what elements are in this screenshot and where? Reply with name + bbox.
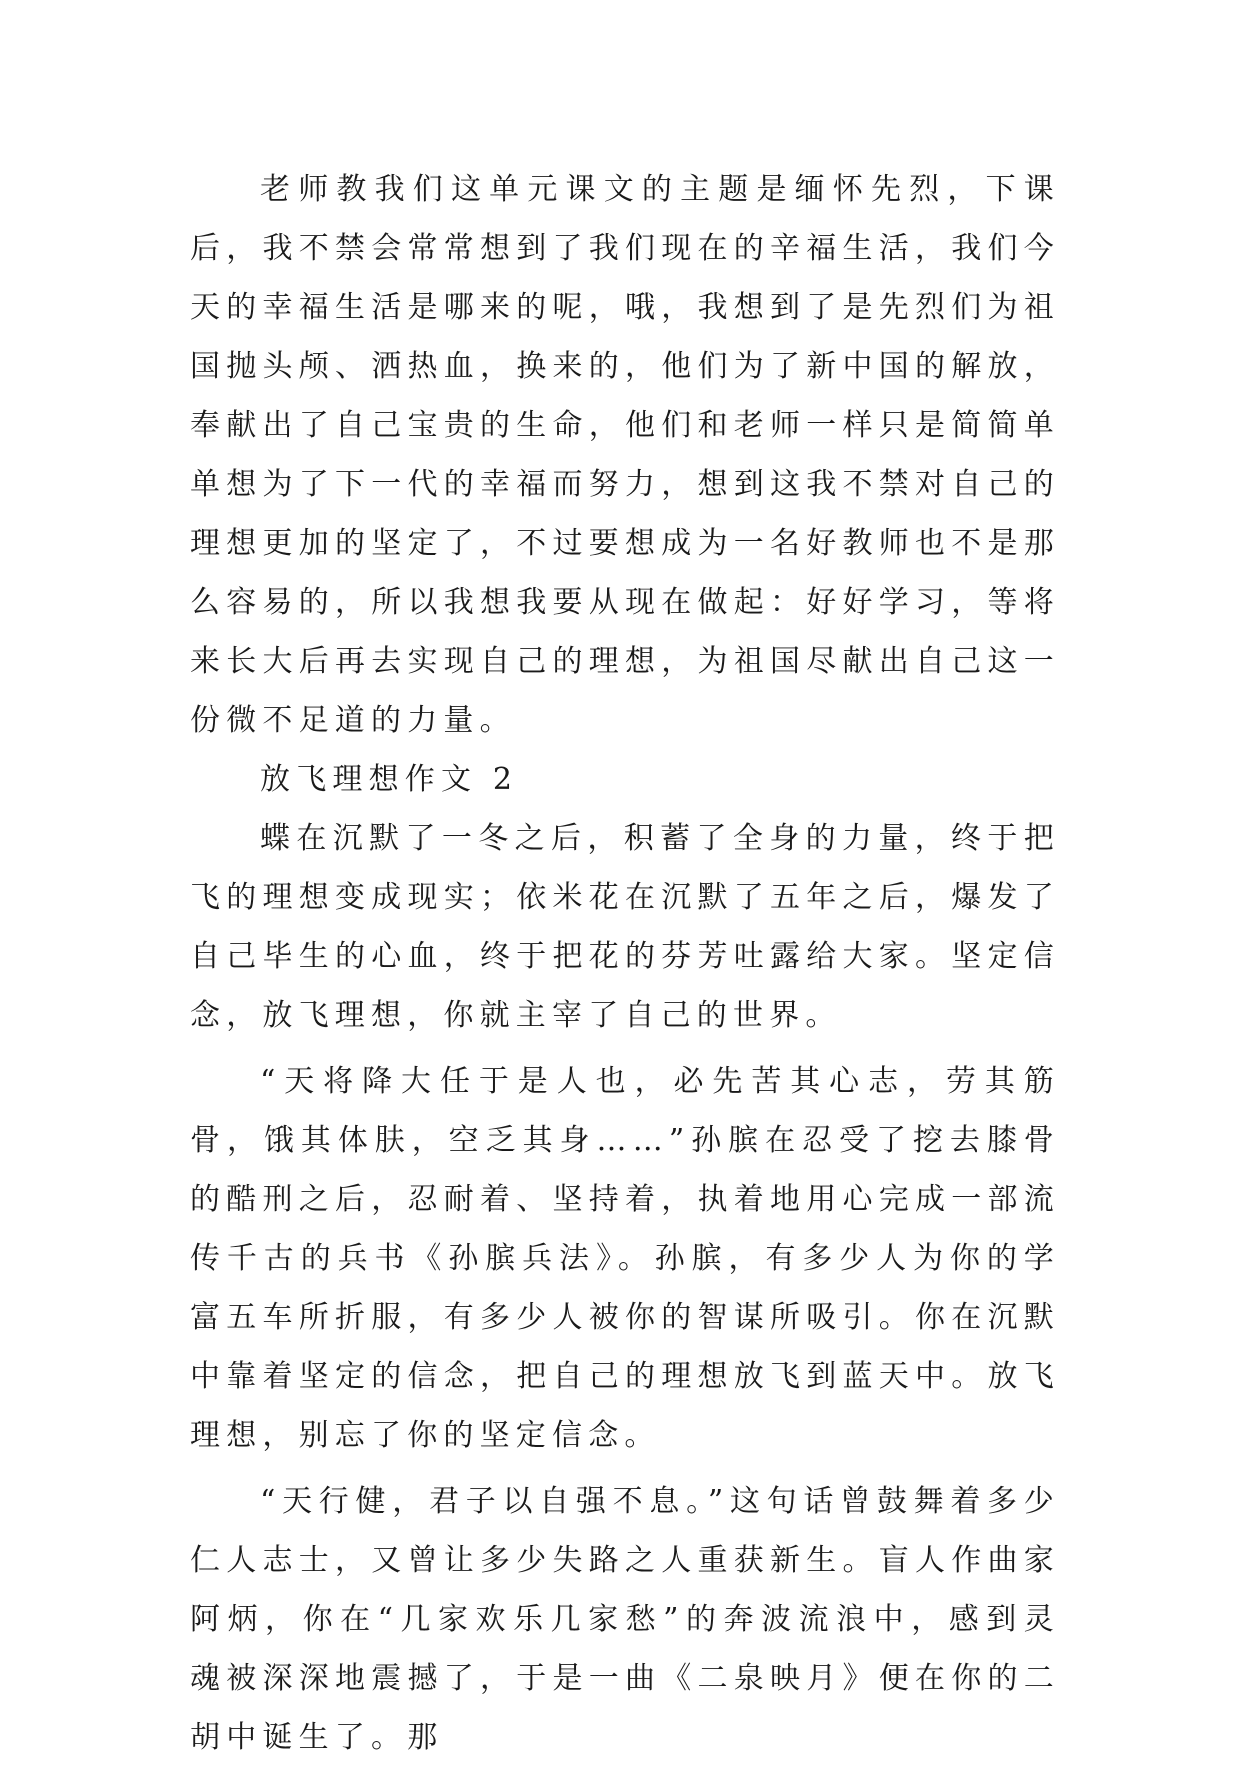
- paragraph-1: 老师教我们这单元课文的主题是缅怀先烈，下课后，我不禁会常常想到了我们现在的辛福生活，我们今天的幸福生活是哪来的呢，哦，我想到了是先烈们为祖国抛头颅、洒热血，换来的，他们为了新中国的解放，奉献出了自己宝贵的生命，他们和老师一样只是简简单单想为了下一代的幸福而努力，想到这我不禁对自己的理想更加的坚定了，不过要想成为一名好教师也不是那么容易的，所以我想我要从现在做起：好好学习，等将来长大后再去实现自己的理想，为祖国尽献出自己这一份微不足道的力量。: [190, 172, 1060, 738]
- paragraph-gap: [190, 1465, 1060, 1472]
- paragraph-gap: [190, 1045, 1060, 1052]
- paragraph-3: “天将降大任于是人也，必先苦其心志，劳其筋骨，饿其体肤，空乏其身……”孙膑在忍受了挖去膝骨的酷刑之后，忍耐着、坚持着，执着地用心完成一部流传千古的兵书《孙膑兵法》。孙膑，有多少人为你的学富五车所折服，有多少人被你的智谋所吸引。你在沉默中靠着坚定的信念，把自己的理想放飞到蓝天中。放飞理想，别忘了你的坚定信念。: [190, 1064, 1060, 1453]
- document-body: [190, 160, 1060, 1767]
- paragraph-2: 蝶在沉默了一冬之后，积蓄了全身的力量，终于把飞的理想变成现实；依米花在沉默了五年之后，爆发了自己毕生的心血，终于把花的芬芳吐露给大家。坚定信念，放飞理想，你就主宰了自己的世界。: [190, 821, 1060, 1033]
- paragraph-4: “天行健，君子以自强不息。”这句话曾鼓舞着多少仁人志士，又曾让多少失路之人重获新生。盲人作曲家阿炳，你在“几家欢乐几家愁”的奔波流浪中，感到灵魂被深深地震撼了，于是一曲《二泉映月》便在你的二胡中诞生了。那: [190, 1484, 1060, 1755]
- section-heading: 放飞理想作文 2: [260, 762, 519, 797]
